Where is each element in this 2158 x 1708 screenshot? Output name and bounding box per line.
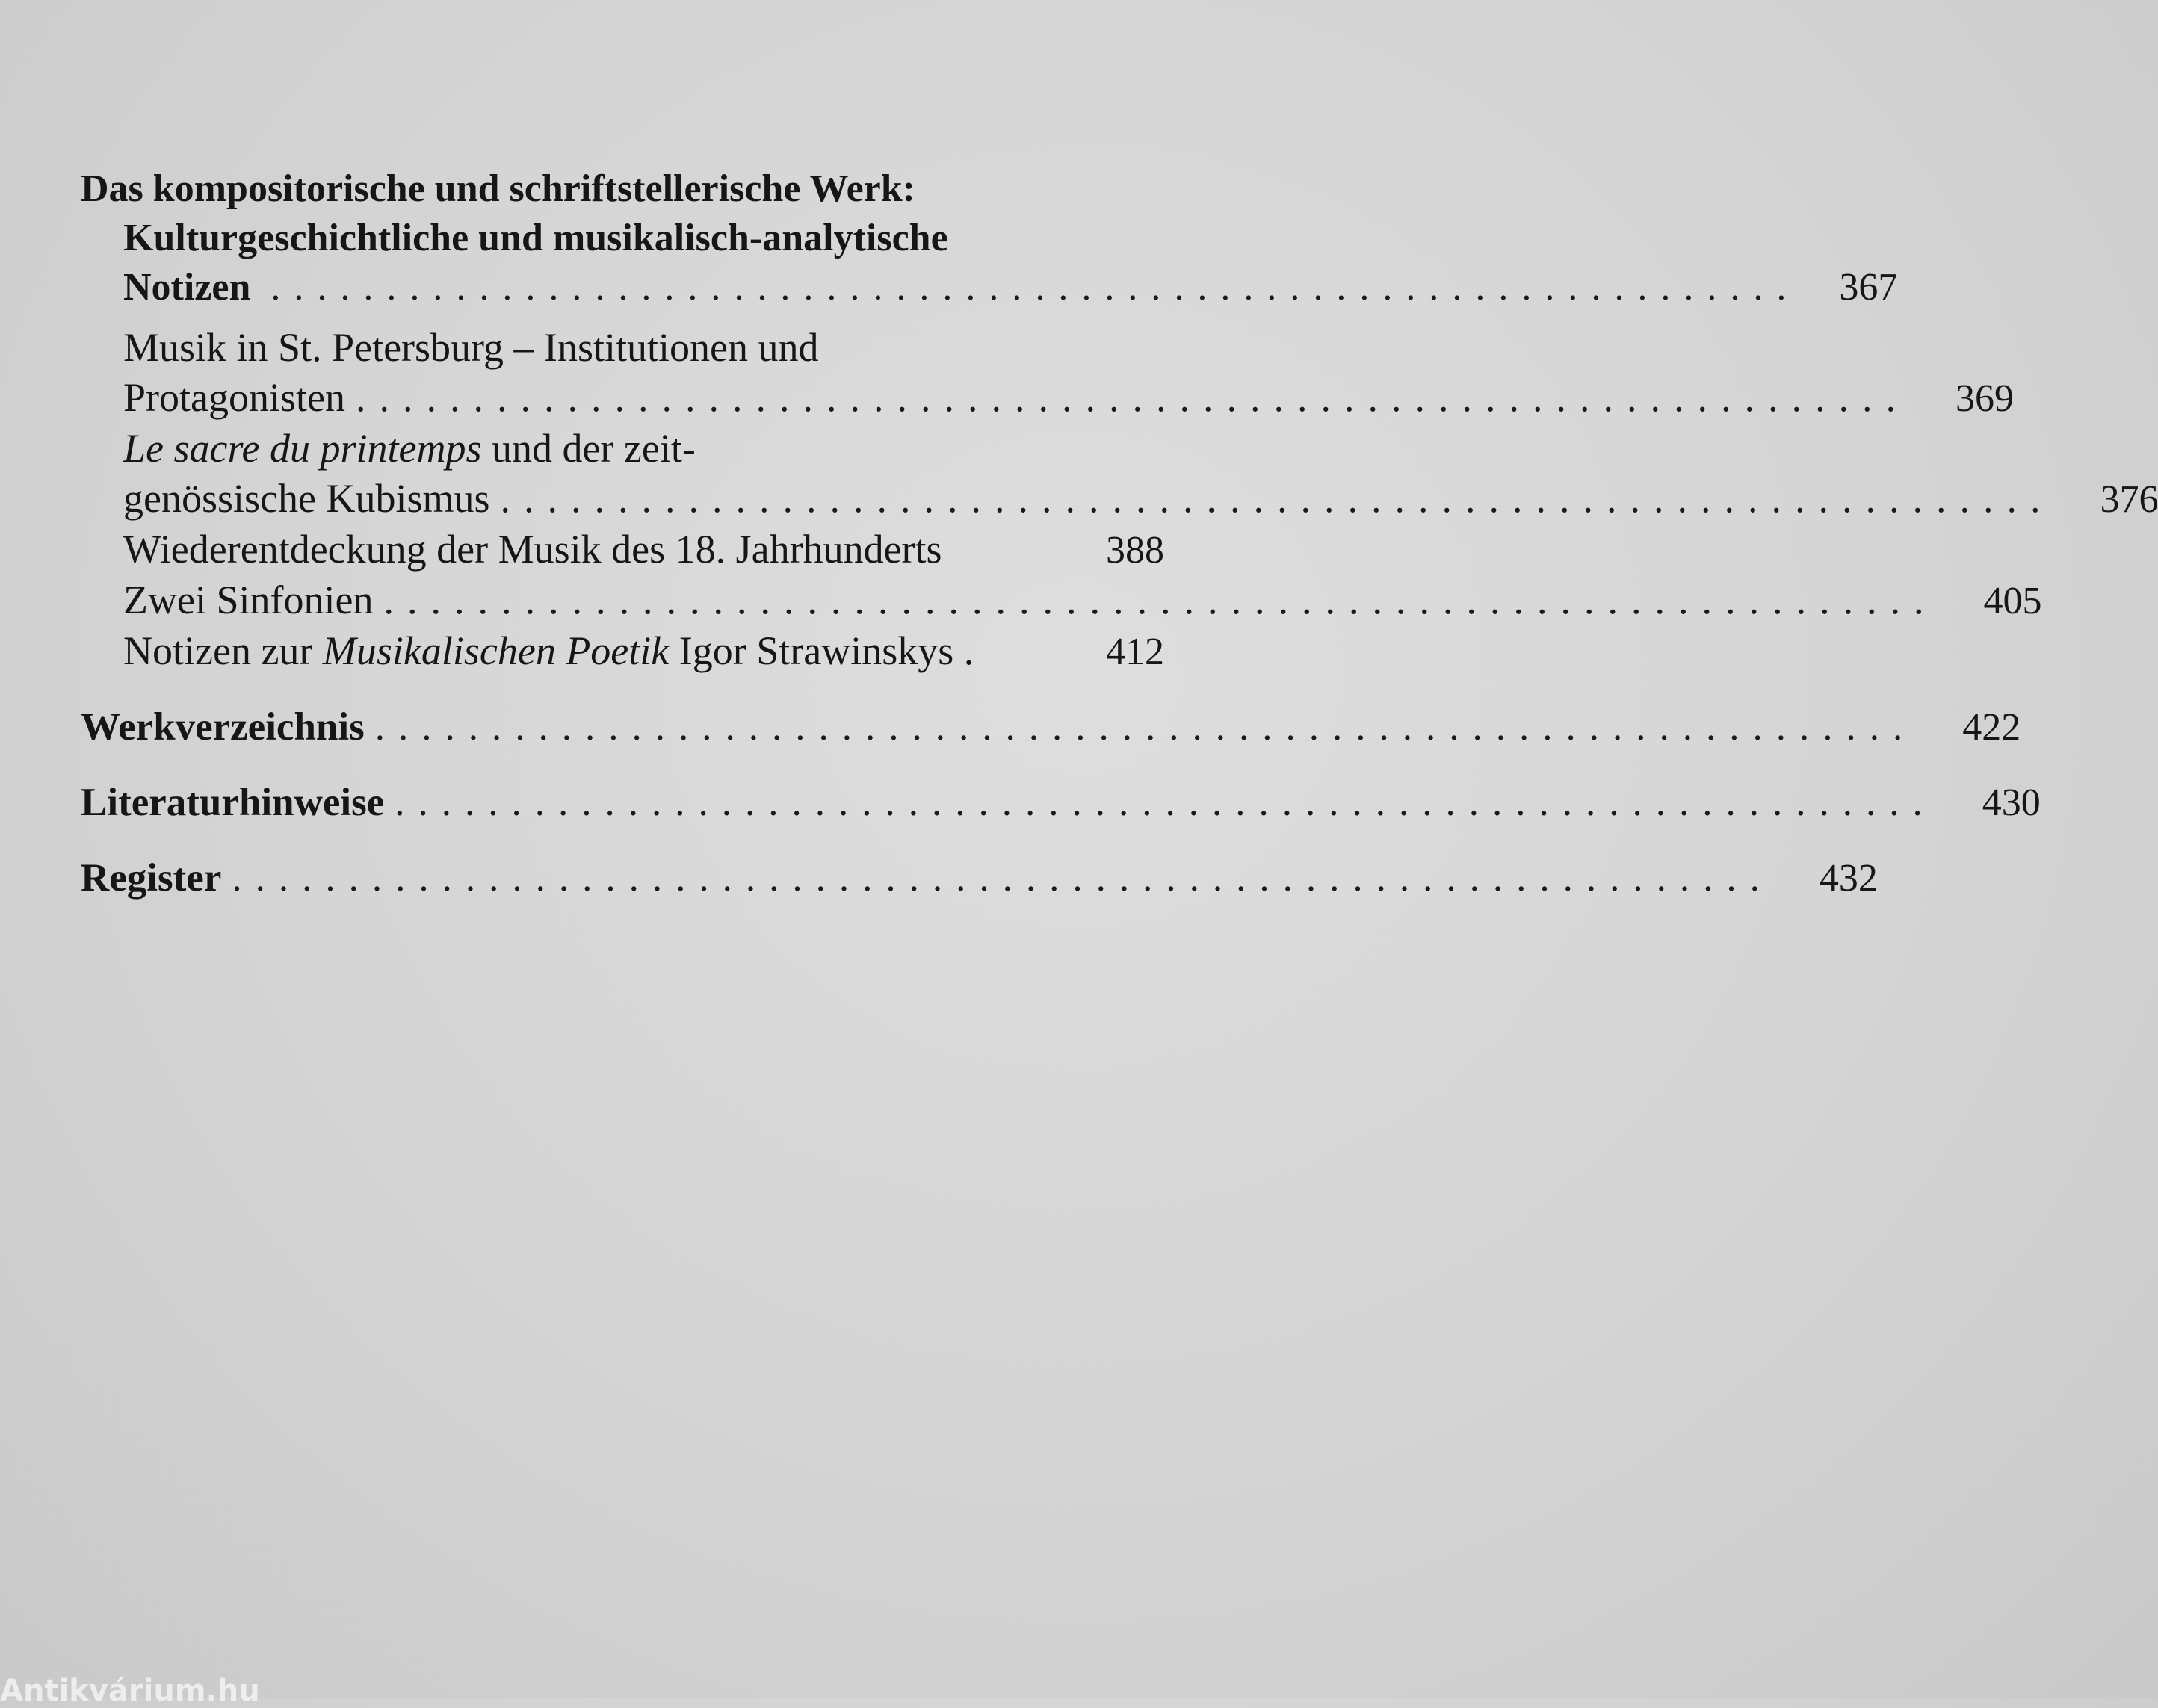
toc-entry-literaturhinweise	[81, 778, 2041, 828]
toc-entry-musik-petersburg	[81, 323, 2014, 424]
entry-line	[123, 525, 1164, 575]
dot-leader: ..................................................................	[500, 476, 2054, 521]
toc-entry-wiederentdeckung	[81, 525, 1164, 575]
dot-leader: ..................................................................	[383, 578, 1938, 622]
entry-line	[81, 702, 2021, 752]
entry-italic-title: Musikalischen Poetik	[322, 628, 670, 673]
entry-line	[81, 853, 1878, 903]
page-number: 376	[2100, 478, 2158, 521]
watermark: Antikvárium.hu	[0, 1674, 260, 1708]
entry-line-2	[123, 373, 2014, 424]
entry-line	[123, 575, 2042, 626]
entry-text: Wiederentdeckung der Musik des 18. Jahrhunderts	[123, 527, 942, 572]
dot-leader: ..................................................................	[270, 266, 1800, 309]
toc-entry-sacre	[81, 424, 2158, 525]
page-number: 405	[1983, 580, 2042, 622]
entry-prefix: Notizen zur	[123, 628, 323, 673]
entry-text: Zwei Sinfonien	[123, 578, 374, 622]
page-number: 430	[1982, 782, 2041, 824]
table-of-contents	[81, 164, 2158, 929]
toc-entry-werkverzeichnis	[81, 702, 2021, 752]
dot-leader: ..................................................................	[232, 856, 1773, 900]
toc-entry-register	[81, 853, 1878, 903]
heading-line-1: Das kompositorische und schriftstellerische Werk:	[81, 167, 915, 210]
toc-entry-poetik	[81, 626, 1164, 677]
page-number: 388	[1106, 529, 1164, 572]
toc-heading-entry	[81, 164, 1898, 312]
entry-text	[123, 626, 974, 676]
entry-line-1	[123, 424, 1164, 474]
entry-text: Register	[81, 856, 222, 900]
dot-leader: ..................................................................	[395, 781, 1936, 824]
dot-leader: ..................................................................	[355, 375, 1909, 420]
entry-line-1-rest: und der zeit-	[481, 426, 696, 471]
page-number: 412	[1106, 631, 1164, 673]
dot-leader: ..................................................................	[374, 705, 1917, 749]
toc-entry-zwei-sinfonien	[81, 575, 2042, 626]
entry-line-2-text: genössische Kubismus	[123, 476, 490, 521]
entry-text: Werkverzeichnis	[81, 705, 365, 749]
entry-line	[123, 626, 1164, 677]
entry-line-2	[123, 474, 2158, 525]
page-number: 422	[1962, 706, 2021, 749]
entry-text: Literaturhinweise	[81, 781, 385, 824]
page-number: 369	[1955, 377, 2014, 420]
entry-line-1: Musik in St. Petersburg – Institutionen und	[123, 325, 819, 370]
page-number: 432	[1819, 857, 1878, 900]
entry-italic-title: Le sacre du printemps	[123, 426, 482, 471]
heading-line-2: Kulturgeschichtliche und musikalisch-analytische	[123, 217, 948, 259]
heading-line-3-text: Notizen	[123, 266, 251, 309]
entry-line	[81, 778, 2041, 828]
heading-line-3	[81, 263, 1898, 312]
entry-suffix: Igor Strawinskys .	[669, 628, 974, 673]
entry-line-2-text: Protagonisten	[123, 375, 345, 420]
page-number: 367	[1839, 266, 1898, 309]
